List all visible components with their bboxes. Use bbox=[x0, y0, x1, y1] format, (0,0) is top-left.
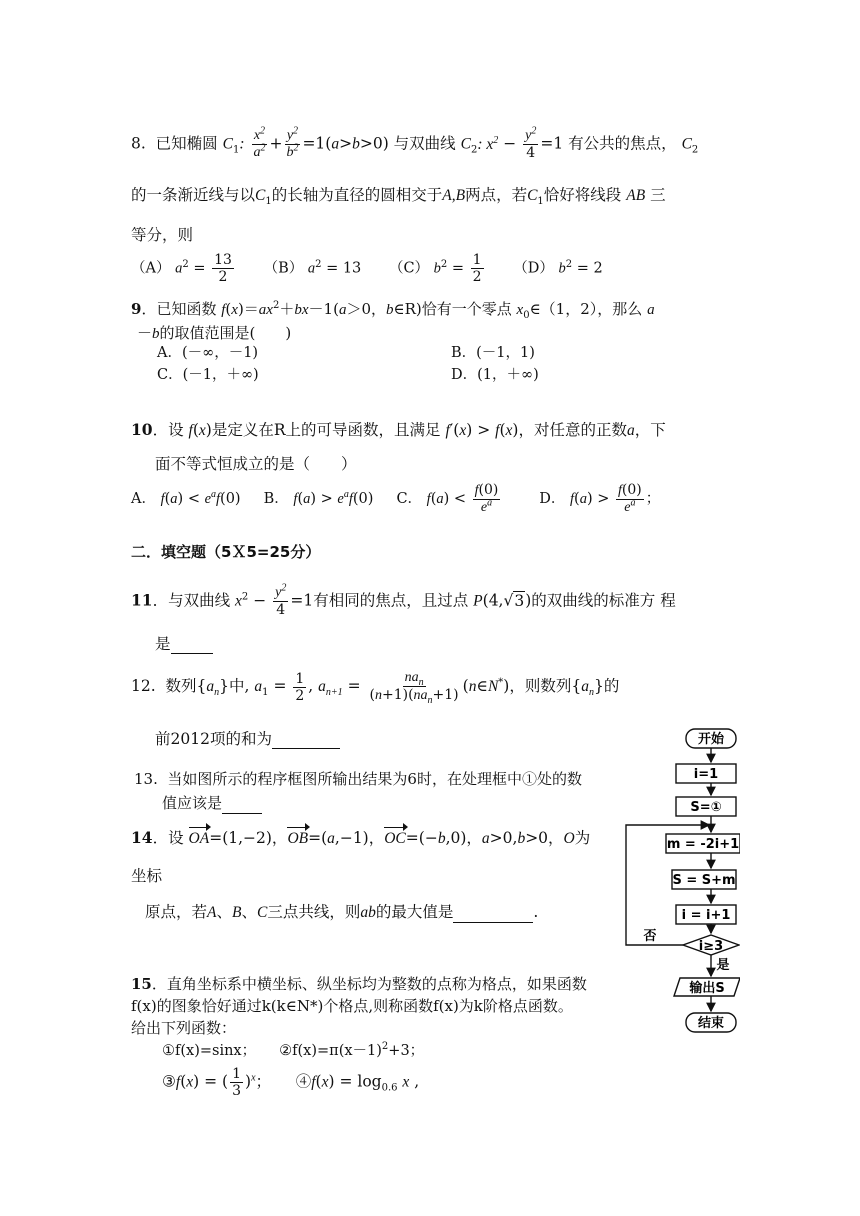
q13-line2: 值应该是 bbox=[162, 794, 262, 814]
q8-options: （A） $a^2$ = $\frac{13}{2}$ （B） $a^2 = 13$ （C） $b^2$ = $\frac{1}{2}$ （D） $b^2 = 2$ bbox=[131, 252, 603, 286]
q11-line2: 是 bbox=[155, 634, 213, 654]
q9-line2: －b的取值范围是( ) bbox=[137, 324, 292, 342]
flow-step-s-label: S = S+m bbox=[672, 873, 736, 888]
q15-functions-3-4: ③f(x) = ( $\frac{1}{3}$ )$^x$； ④f(x) = $\log_{0.6} x$ , bbox=[162, 1066, 420, 1100]
q15-line3: 给出下列函数： bbox=[131, 1019, 237, 1037]
q8-line3: 等分，则 bbox=[131, 226, 194, 244]
q11-answer-blank[interactable] bbox=[171, 637, 213, 654]
flow-yes-label: 是 bbox=[716, 958, 730, 973]
q15-functions-1-2: ①f(x)=sinx； $②f(x)=\pi(x-1)^2+3$； bbox=[162, 1041, 425, 1059]
q14-answer-blank[interactable] bbox=[453, 906, 533, 923]
q15-line2: f(x)的图象恰好通过k(k∈N*)个格点,则称函数f(x)为k阶格点函数。 bbox=[131, 997, 573, 1015]
q14-line2: 坐标 bbox=[131, 867, 163, 885]
flow-output-label: 输出S bbox=[689, 981, 725, 996]
q11-line1: 11．与双曲线 $x^2$ − $\frac{y^2}{4}$ =1有相同的焦点，且过点 P(4,√3)的双曲线的标准方 程 bbox=[131, 582, 676, 619]
q13-answer-blank[interactable] bbox=[222, 797, 262, 814]
q9-option-b: B．(－1，1) bbox=[451, 345, 535, 361]
flow-step-m-label: m = -2i+1 bbox=[666, 837, 740, 852]
program-flowchart bbox=[620, 725, 740, 1035]
q10-line1: 10．设 f(x)是定义在R上的可导函数，且满足 f′(x) > f(x)，对任意的正数a，下 bbox=[131, 420, 666, 439]
q8-line2: 的一条渐近线与以$C_1$的长轴为直径的圆相交于A,B两点，若$C_1$恰好将线段 AB 三 bbox=[131, 186, 666, 208]
flow-init-s-label: S=① bbox=[690, 800, 722, 815]
flow-start-label: 开始 bbox=[697, 732, 725, 747]
q12-line1: 12. 数列$\{a_n\}$中, $a_1$ = $\frac{1}{2}$ , $a_{n+1}$ = $\frac{na_n}{(n+1)(na_n+1)}$ (n∈N*)，则数列$\{a_n\}$的 bbox=[131, 670, 620, 706]
q9-option-a: A．(－∞，－1) bbox=[157, 345, 259, 361]
flow-step-i-label: i = i+1 bbox=[681, 908, 731, 923]
q9-option-c: C．(－1，＋∞) bbox=[157, 367, 259, 383]
flow-cond-label: i≥3 bbox=[698, 939, 724, 954]
q12-answer-blank[interactable] bbox=[272, 732, 340, 749]
q12-line2: 前2012项的和为 bbox=[155, 729, 340, 749]
q14-line3: 原点，若A、B、C三点共线，则ab的最大值是 . bbox=[145, 902, 538, 923]
section-title: 二．填空题（5Ｘ5=25分） bbox=[131, 543, 321, 561]
flow-end-label: 结束 bbox=[697, 1016, 725, 1031]
q10-options: A． $f(a) < e^af(0)$ B． $f(a) > e^af(0)$ C． f(a) < $\frac{f(0)}{e^a}$ D． f(a) > $\frac{f(0)}{e^a}$ ； bbox=[131, 482, 661, 516]
q9-option-d: D．(1，＋∞) bbox=[451, 367, 539, 383]
q8-line1: 8. 已知椭圆 $C_1$: $\frac{x^2}{a^2}$ + $\frac{y^2}{b^2}$ =1(a>b>0) 与双曲线 $C_2$: $x^2$ − $\frac{y^2}{4}$ =1 有公共的焦点， $C_2$ bbox=[131, 125, 699, 162]
q13-line1: 13. 当如图所示的程序框图所输出结果为6时，在处理框中①处的数 bbox=[134, 770, 582, 788]
q10-line2: 面不等式恒成立的是（ ） bbox=[155, 455, 357, 473]
flow-init-i-label: i=1 bbox=[693, 767, 719, 782]
q14-line1: 14．设 OA=(1,−2)，OB=(a,−1)，OC=(−b,0)，a>0,b>0，O为 bbox=[131, 828, 590, 849]
flow-no-label: 否 bbox=[643, 929, 657, 944]
q9-line1: 9．已知函数 $f(x)=ax^2+bx-1(a>0$，b∈R)恰有一个零点 $x_0\in(1$，2），那么 a bbox=[131, 300, 655, 321]
q15-line1: 15．直角坐标系中横坐标、纵坐标均为整数的点称为格点，如果函数 bbox=[131, 975, 587, 993]
